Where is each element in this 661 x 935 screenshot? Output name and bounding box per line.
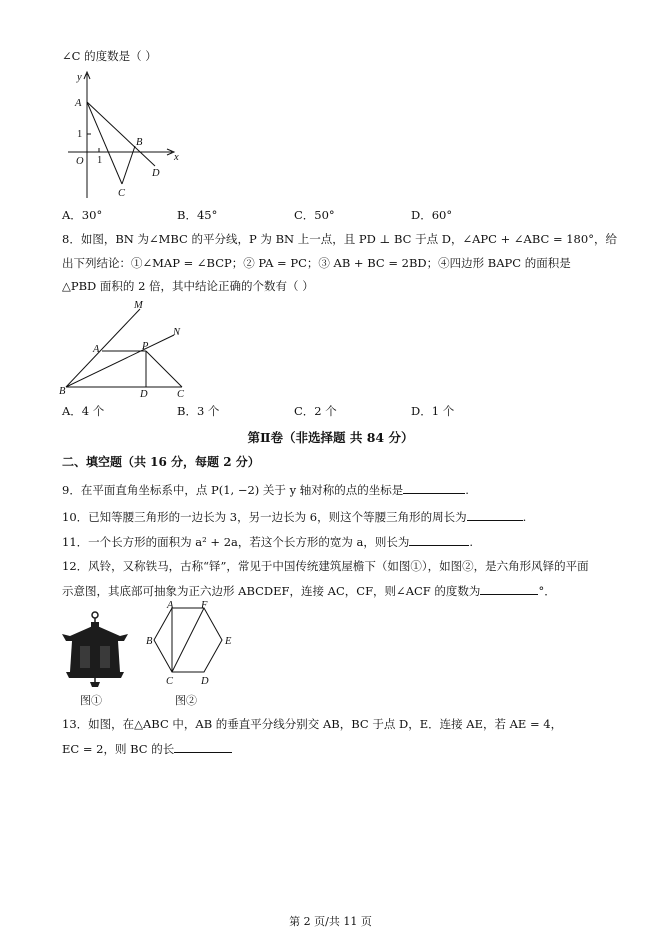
q7-option-d: D．60° bbox=[411, 208, 453, 222]
label-one-y: 1 bbox=[77, 129, 83, 140]
q8-figure bbox=[56, 298, 196, 398]
q13-answer-blank[interactable] bbox=[174, 740, 232, 753]
q8-option-c: C．2 个 bbox=[294, 404, 337, 418]
q7-option-b: B．45° bbox=[177, 208, 218, 222]
q8-line3: △PBD 面积的 2 倍，其中结论正确的个数有（ ） bbox=[62, 279, 314, 293]
q13-line2-text: EC = 2，则 BC 的长 bbox=[62, 742, 175, 756]
hex-label-D: D bbox=[201, 676, 209, 686]
label-P: P bbox=[142, 341, 149, 352]
hex-label-F: F bbox=[201, 600, 208, 611]
label-A: A bbox=[93, 344, 100, 355]
figure-2-caption: 图② bbox=[175, 694, 197, 707]
page-footer: 第 2 页/共 11 页 bbox=[289, 915, 372, 928]
q10-period: . bbox=[522, 510, 527, 524]
label-M: M bbox=[134, 300, 143, 311]
q12-line2 bbox=[62, 582, 556, 599]
hex-label-C: C bbox=[166, 676, 174, 686]
hex-label-B: B bbox=[146, 636, 153, 647]
q12-answer-blank[interactable] bbox=[480, 582, 538, 595]
label-B: B bbox=[59, 386, 66, 397]
figure-1-caption: 图① bbox=[80, 694, 102, 707]
label-y: y bbox=[77, 72, 82, 83]
q9-period: . bbox=[465, 483, 469, 497]
q13-line1: 13．如图，在△ABC 中，AB 的垂直平分线分别交 AB，BC 于点 D，E．连接 AE，若 AE = 4， bbox=[62, 717, 563, 731]
q12-degree: °． bbox=[538, 584, 556, 598]
segment-CF bbox=[172, 608, 204, 672]
label-one-x: 1 bbox=[97, 155, 103, 166]
q9 bbox=[62, 481, 469, 498]
q8-option-d: D．1 个 bbox=[411, 404, 455, 418]
q9-text: 9．在平面直角坐标系中，点 P(1, −2) 关于 y 轴对称的点的坐标是 bbox=[62, 483, 404, 497]
label-N: N bbox=[173, 327, 181, 338]
q10-answer-blank[interactable] bbox=[467, 508, 523, 521]
q11-text: 11．一个长方形的面积为 a² + 2a，若这个长方形的宽为 a，则长为 bbox=[62, 535, 410, 549]
q13-line2 bbox=[62, 740, 232, 757]
q8-line1: 8．如图，BN 为∠MBC 的平分线，P 为 BN 上一点，且 PD ⊥ BC 于点 D，∠APC + ∠ABC = 180°，给 bbox=[62, 232, 617, 246]
wind-bell-illustration bbox=[58, 610, 132, 688]
q7-stem-tail: ∠C 的度数是（ ） bbox=[62, 49, 157, 63]
q7-option-a: A．30° bbox=[62, 208, 103, 222]
hexagon-figure bbox=[146, 598, 236, 686]
hex-label-A: A bbox=[167, 600, 174, 611]
q11-period: . bbox=[469, 535, 474, 549]
segment-PC bbox=[146, 351, 182, 387]
label-O: O bbox=[76, 156, 84, 167]
part2-title: 第Ⅱ卷（非选择题 共 84 分） bbox=[247, 430, 414, 445]
q10-text: 10．已知等腰三角形的一边长为 3，另一边长为 6，则这个等腰三角形的周长为 bbox=[62, 510, 467, 524]
q12-line1: 12．风铃，又称铁马，古称“铎”，常见于中国传统建筑屋檐下（如图①），如图②，是六角形风铎的平面 bbox=[62, 559, 589, 573]
label-D: D bbox=[152, 168, 160, 179]
label-C: C bbox=[177, 389, 185, 398]
q11 bbox=[62, 533, 473, 550]
q9-answer-blank[interactable] bbox=[403, 481, 465, 494]
label-x: x bbox=[174, 152, 179, 163]
label-B: B bbox=[136, 137, 143, 148]
label-A: A bbox=[75, 98, 82, 109]
q12-line2-text: 示意图，其底部可抽象为正六边形 ABCDEF，连接 AC，CF，则∠ACF 的度数为 bbox=[62, 584, 481, 598]
q8-option-a: A．4 个 bbox=[62, 404, 105, 418]
segment-BN bbox=[66, 335, 174, 387]
q7-option-c: C．50° bbox=[294, 208, 335, 222]
label-C: C bbox=[118, 188, 126, 199]
segment-BM bbox=[66, 309, 140, 387]
q7-coordinate-figure bbox=[60, 66, 185, 202]
q8-line2: 出下列结论：①∠MAP = ∠BCP；② PA = PC；③ AB + BC = 2BD；④四边形 BAPC 的面积是 bbox=[62, 256, 571, 270]
section-header: 二、填空题（共 16 分，每题 2 分） bbox=[62, 455, 260, 469]
hex-label-E: E bbox=[225, 636, 232, 647]
q11-answer-blank[interactable] bbox=[409, 533, 469, 546]
segment-AC bbox=[87, 102, 122, 184]
label-D: D bbox=[140, 389, 148, 398]
q10 bbox=[62, 508, 526, 525]
q8-option-b: B．3 个 bbox=[177, 404, 220, 418]
